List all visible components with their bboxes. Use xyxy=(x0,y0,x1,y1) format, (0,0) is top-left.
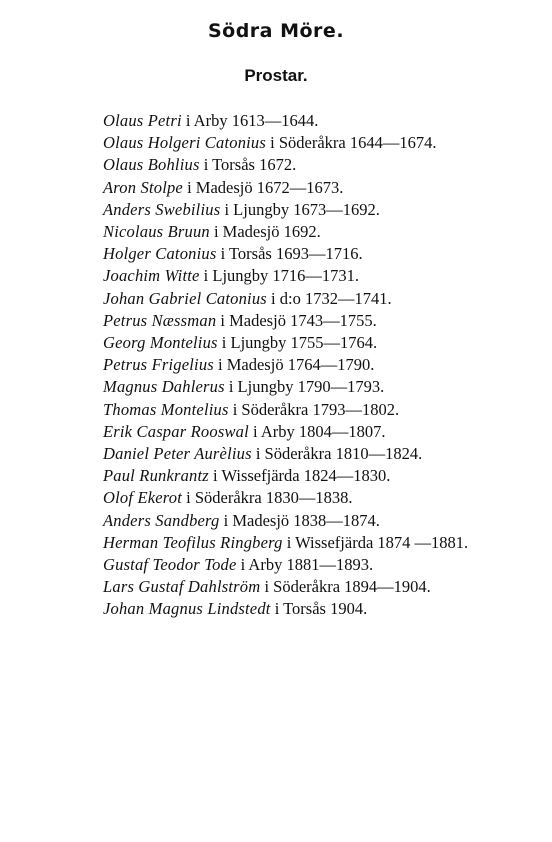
entry-name: Daniel Peter Aurèlius xyxy=(103,444,252,464)
entry-name: Petrus Næssman xyxy=(103,310,217,330)
entry-details: i Wissefjärda 1824—1830. xyxy=(208,466,391,486)
entry-name: Olaus Holgeri Catonius xyxy=(103,133,266,153)
list-item xyxy=(62,132,494,154)
list-item xyxy=(62,510,494,532)
entry-name: Johan Gabriel Catonius xyxy=(103,288,267,308)
entry-name: Herman Teofilus Ringberg xyxy=(103,532,283,552)
list-item xyxy=(62,199,494,221)
list-item xyxy=(62,532,494,554)
entry-details: i Torsås 1693—1716. xyxy=(216,244,363,264)
list-item xyxy=(62,243,494,265)
entry-details: i d:o 1732—1741. xyxy=(266,288,392,308)
list-item xyxy=(62,443,494,465)
entry-details: i Arby 1804—1807. xyxy=(248,421,386,441)
list-item xyxy=(62,154,494,176)
list-item xyxy=(62,110,494,132)
entry-details: i Söderåkra 1894—1904. xyxy=(260,577,431,597)
list-item xyxy=(62,177,494,199)
entry-details: i Söderåkra 1810—1824. xyxy=(251,444,423,464)
entry-details: i Madesjö 1764—1790. xyxy=(213,355,375,375)
entry-details: i Ljungby 1716—1731. xyxy=(199,266,360,286)
entry-name: Aron Stolpe xyxy=(103,177,183,197)
entry-details: i Torsås 1904. xyxy=(270,599,368,619)
entry-name: Anders Sandberg xyxy=(103,510,220,530)
entry-name: Johan Magnus Lindstedt xyxy=(103,599,271,619)
entry-details: i Söderåkra 1830—1838. xyxy=(182,488,353,508)
list-item xyxy=(62,288,494,310)
entry-details: i Wissefjärda 1874 —1881. xyxy=(282,532,469,552)
list-item xyxy=(62,576,494,598)
list-item xyxy=(62,465,494,487)
list-item xyxy=(62,487,494,509)
list-item xyxy=(62,598,494,620)
list-item xyxy=(62,265,494,287)
entry-name: Gustaf Teodor Tode xyxy=(103,555,237,575)
list-item xyxy=(62,554,494,576)
list-item xyxy=(62,354,494,376)
entry-details: i Madesjö 1743—1755. xyxy=(216,310,377,330)
entry-name: Paul Runkrantz xyxy=(103,466,209,486)
entry-name: Joachim Witte xyxy=(103,266,200,286)
list-item xyxy=(62,376,494,398)
list-item xyxy=(62,421,494,443)
page-title: Södra Möre. xyxy=(207,20,345,42)
list-item xyxy=(62,310,494,332)
entry-details: i Söderåkra 1644—1674. xyxy=(266,133,437,153)
entry-details: i Madesjö 1838—1874. xyxy=(219,510,380,530)
entry-details: i Torsås 1672. xyxy=(199,155,297,175)
entry-name: Petrus Frigelius xyxy=(103,355,214,375)
entry-name: Erik Caspar Rooswal xyxy=(103,421,249,441)
entry-name: Lars Gustaf Dahlström xyxy=(103,577,261,597)
entry-name: Anders Swebilius xyxy=(103,199,221,219)
entry-name: Olaus Bohlius xyxy=(103,155,200,175)
entry-details: i Madesjö 1692. xyxy=(209,222,321,242)
entry-details: i Arby 1881—1893. xyxy=(236,555,374,575)
list-item xyxy=(62,221,494,243)
entry-details: i Ljungby 1673—1692. xyxy=(220,199,380,219)
entry-details: i Ljungby 1755—1764. xyxy=(217,333,378,353)
entry-details: i Madesjö 1672—1673. xyxy=(182,177,344,197)
entry-details: i Arby 1613—1644. xyxy=(181,111,319,130)
entry-name: Holger Catonius xyxy=(103,244,217,264)
entry-name: Magnus Dahlerus xyxy=(103,377,225,397)
entry-name: Olaus Petri xyxy=(103,111,182,130)
list-item xyxy=(62,399,494,421)
entry-name: Olof Ekerot xyxy=(103,488,183,508)
entry-name: Nicolaus Bruun xyxy=(103,222,210,242)
entry-details: i Ljungby 1790—1793. xyxy=(224,377,385,397)
list-item xyxy=(62,332,494,354)
section-heading: Prostar. xyxy=(244,66,308,85)
entry-name: Thomas Montelius xyxy=(103,399,229,419)
entry-name: Georg Montelius xyxy=(103,333,218,353)
provost-list xyxy=(62,110,494,621)
entry-details: i Söderåkra 1793—1802. xyxy=(228,399,400,419)
